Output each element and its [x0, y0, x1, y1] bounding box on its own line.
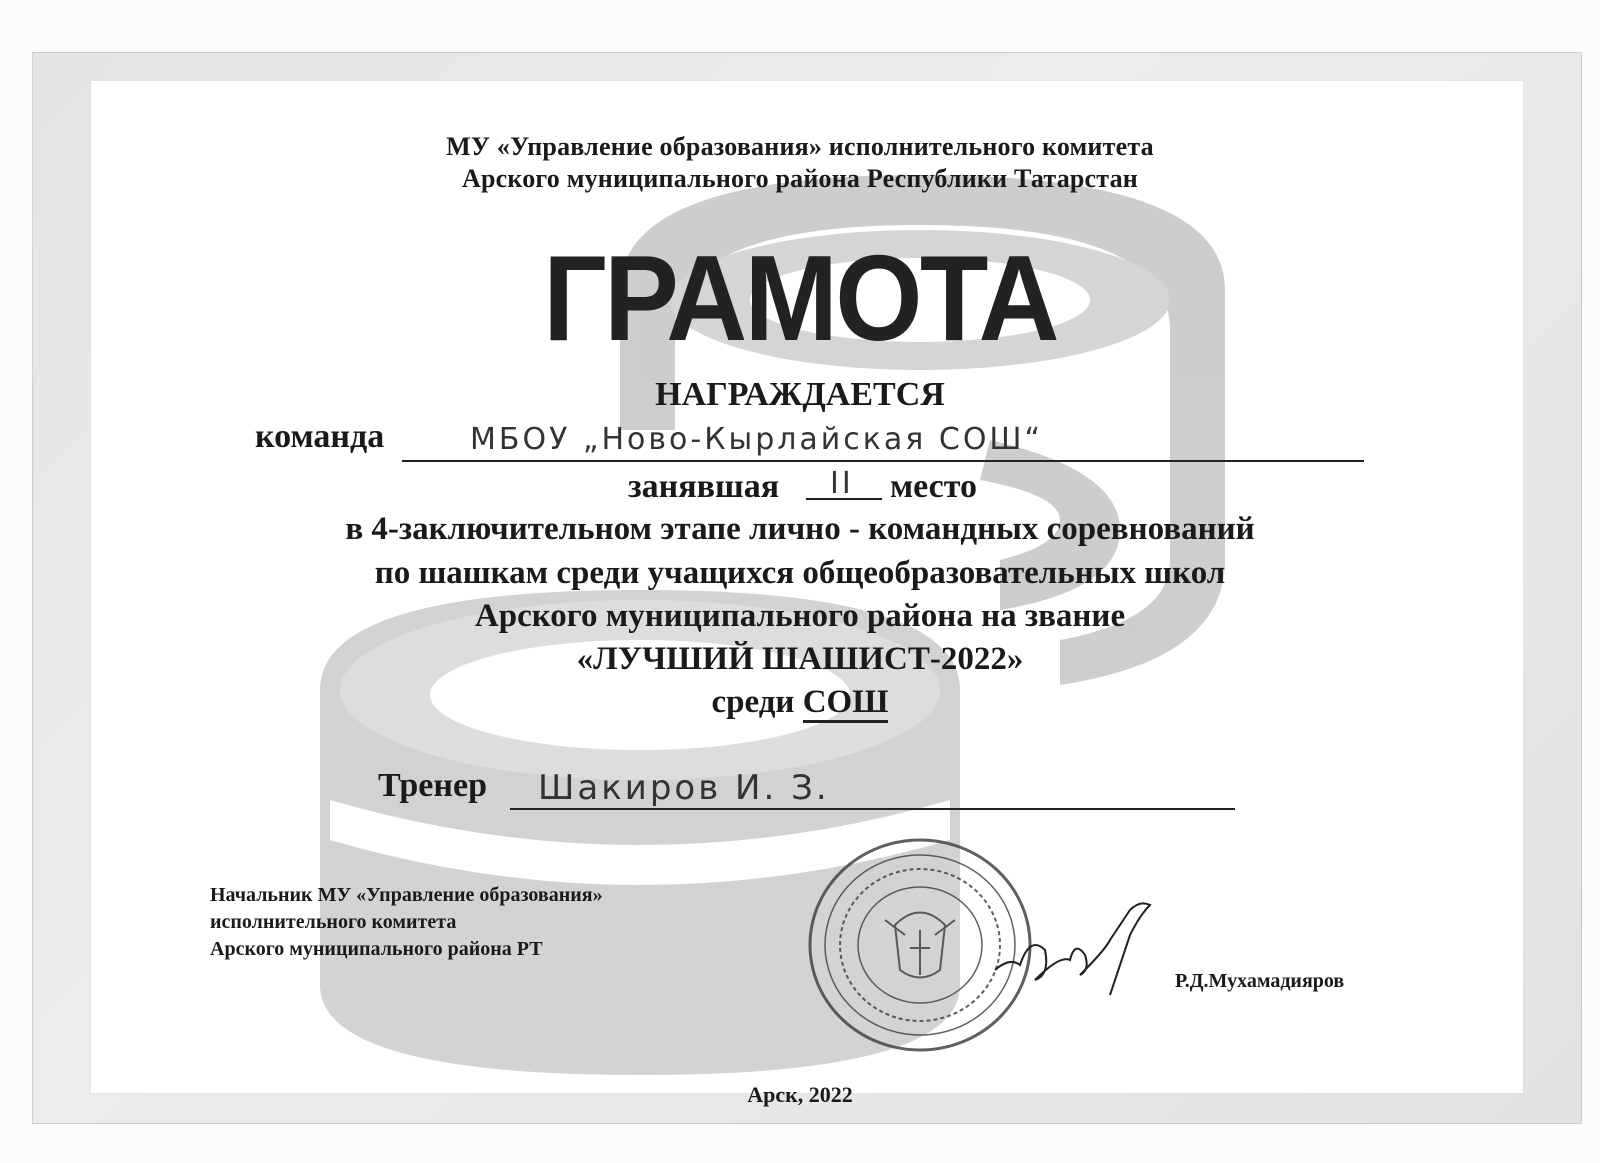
place-prefix: занявшая: [628, 468, 780, 505]
coach-handwritten-value: Шакиров И. З.: [538, 768, 830, 808]
coach-label: Тренер: [378, 767, 487, 804]
category-prefix: среди: [711, 684, 795, 720]
team-fill-line: [402, 460, 1364, 462]
signatory-line-3: Арского муниципального района РТ: [210, 938, 543, 960]
place-and-year: Арск, 2022: [747, 1082, 853, 1107]
coach-fill-line: [510, 808, 1235, 810]
category-value: СОШ: [803, 684, 889, 723]
place-suffix: место: [890, 468, 978, 505]
place-handwritten-value: II: [830, 466, 854, 501]
signatory-line-2: исполнительного комитета: [210, 911, 457, 933]
competition-line-2: по шашкам среди учащихся общеобразовательных школ: [374, 555, 1226, 591]
signatory-line-1: Начальник МУ «Управление образования»: [210, 884, 603, 906]
issuer-line-2: Арского муниципального района Республики Татарстан: [462, 164, 1138, 193]
signatory-position: [210, 882, 603, 963]
awarded-heading: НАГРАЖДАЕТСЯ: [655, 376, 945, 413]
issuer-line-1: МУ «Управление образования» исполнительного комитета: [446, 132, 1154, 161]
competition-line-1: в 4-заключительном этапе лично - командных соревнований: [345, 511, 1255, 547]
certificate-title: ГРАМОТА: [543, 230, 1057, 366]
competition-line-3: Арского муниципального района на звание: [474, 598, 1126, 634]
team-handwritten-value: МБОУ „Ново-Кырлайская СОШ“: [470, 422, 1044, 457]
team-label: команда: [255, 418, 385, 455]
handwritten-signature: [990, 895, 1180, 1005]
signer-name: Р.Д.Мухамадияров: [1175, 970, 1345, 992]
competition-title: «ЛУЧШИЙ ШАШИСТ-2022»: [576, 641, 1024, 677]
competition-category: [0, 684, 1600, 721]
